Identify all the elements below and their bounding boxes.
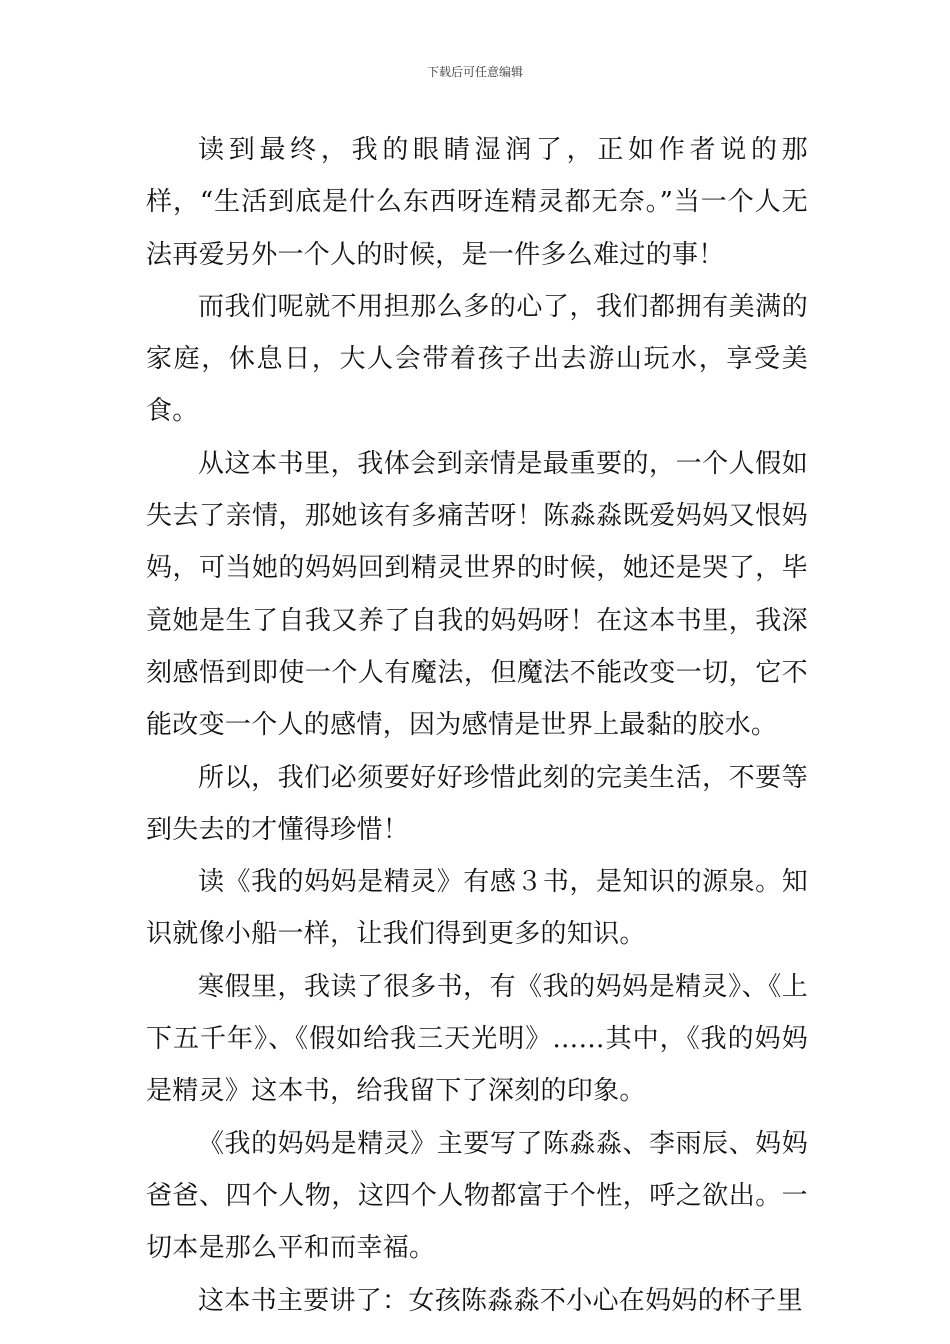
paragraph: 读到最终，我的眼睛湿润了，正如作者说的那样，“生活到底是什么东西呀连精灵都无奈。”当一个人无法再爱另外一个人的时候，是一件多么难过的事！ bbox=[146, 135, 808, 270]
paragraph: 所以，我们必须要好好珍惜此刻的完美生活，不要等到失去的才懂得珍惜！ bbox=[146, 762, 808, 845]
paragraph: 从这本书里，我体会到亲情是最重要的，一个人假如失去了亲情，那她该有多痛苦呀！陈淼淼既爱妈妈又恨妈妈，可当她的妈妈回到精灵世界的时候，她还是哭了，毕竟她是生了自我又养了自我的妈妈呀！在这本书里，我深刻感悟到即使一个人有魔法，但魔法不能改变一切，它不能改变一个人的感情，因为感情是世界上最黏的胶水。 bbox=[146, 448, 808, 741]
paragraph: 而我们呢就不用担那么多的心了，我们都拥有美满的家庭，休息日，大人会带着孩子出去游山玩水，享受美食。 bbox=[146, 291, 808, 427]
document-body bbox=[146, 124, 808, 1327]
paragraph: 寒假里，我读了很多书，有《我的妈妈是精灵》、《上下五千年》、《假如给我三天光明》……其中，《我的妈妈是精灵》这本书，给我留下了深刻的印象。 bbox=[146, 971, 808, 1107]
paragraph: 读《我的妈妈是精灵》有感３书，是知识的源泉。知识就像小船一样，让我们得到更多的知识。 bbox=[146, 867, 808, 950]
page-header: 下载后可任意编辑 bbox=[426, 65, 523, 79]
paragraph: 《我的妈妈是精灵》主要写了陈淼淼、李雨辰、妈妈爸爸、四个人物，这四个人物都富于个性，呼之欲出。一切本是那么平和而幸福。 bbox=[146, 1128, 808, 1264]
paragraph: 这本书主要讲了：女孩陈淼淼不小心在妈妈的杯子里 bbox=[198, 1285, 803, 1316]
